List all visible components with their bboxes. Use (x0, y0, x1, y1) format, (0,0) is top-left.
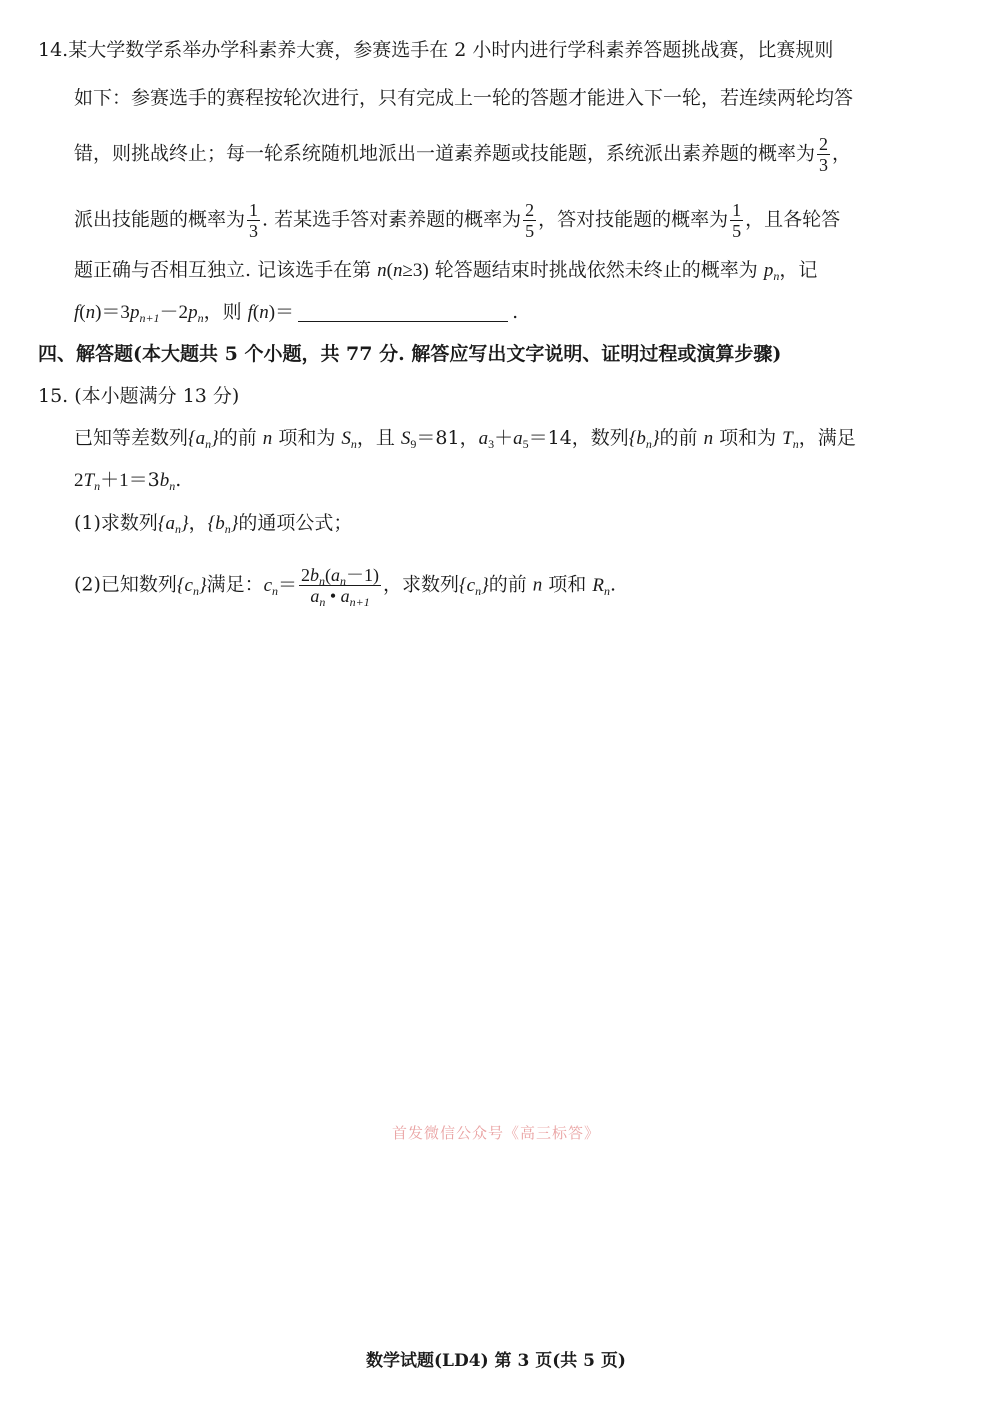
answer-blank[interactable] (298, 301, 508, 322)
q14-line-2 (74, 84, 853, 112)
q14-text-1: 某大学数学系举办学科素养大赛，参赛选手在 2 小时内进行学科素养答题挑战赛，比赛规则 (68, 39, 834, 61)
math-f-definition: $f(n)=3p_{n+1}-2p_n$ (74, 302, 204, 325)
page-footer: 数学试题(LD4) 第 3 页(共 5 页) (366, 1351, 626, 1371)
q15-stem-line-2: $2T_n+1=3b_n$. (74, 469, 182, 493)
watermark: 首发微信公众号《高三标答》 (391, 1124, 600, 1142)
fraction-two-thirds: $\frac{2}{3}$ (819, 134, 829, 175)
q14-line-5: 题正确与否相互独立. 记该选手在第 n(n≥3) 轮答题结束时挑战依然未终止的概率为 $p_n$，记 (74, 259, 818, 283)
q15-header: 15. (本小题满分 13 分) (38, 385, 240, 407)
math-p-n: $p_n$ (763, 260, 780, 283)
q14-number: 14. (38, 39, 69, 61)
q15-part-2: (2)已知数列$\{c_n\}$满足：$c_n=$ $\frac{2b_n(a_n-1)}{a_n • a_{n+1}}$ ，求数列$\{c_n\}$的前 n 项和 $R_n$. (74, 565, 616, 609)
q15-part-1: (1)求数列$\{a_n\}$，$\{b_n\}$的通项公式； (74, 512, 353, 536)
q15-stem-line-1: 已知等差数列$\{a_n\}$的前 n 项和为 $S_n$，且 $S_9=81$，$a_3+a_5=14$，数列$\{b_n\}$的前 n 项和为 $T_n$，满足 (74, 427, 856, 451)
q14-line-1 (38, 36, 833, 64)
section-heading: 四、解答题(本大题共 5 个小题，共 77 分. 解答应写出文字说明、证明过程或演算步骤) (38, 343, 782, 365)
fraction-c-n: $\frac{2b_n(a_n-1)}{a_n • a_{n+1}}$ (301, 565, 380, 609)
q14-line-3: 错，则挑战终止；每一轮系统随机地派出一道素养题或技能题，系统派出素养题的概率为 $\frac{2}{3}$ ， (74, 134, 852, 175)
q14-line-4: 派出技能题的概率为 $\frac{1}{3}$ . 若某选手答对素养题的概率为 $\frac{2}{5}$ ，答对技能题的概率为 $\frac{1}{5}$ ，且各轮答 (74, 200, 841, 241)
fraction-two-fifths: $\frac{2}{5}$ (525, 200, 535, 241)
q14-text-2: 如下：参赛选手的赛程按轮次进行，只有完成上一轮的答题才能进入下一轮，若连续两轮均答 (74, 87, 854, 109)
q14-text-3: 错，则挑战终止；每一轮系统随机地派出一道素养题或技能题，系统派出素养题的概率为 (74, 142, 816, 165)
math-f-n: f(n) (247, 302, 276, 323)
fraction-one-third: $\frac{1}{3}$ (249, 200, 259, 241)
fraction-one-fifth: $\frac{1}{5}$ (732, 200, 742, 241)
math-n-condition: n(n≥3) (377, 260, 429, 281)
q14-line-6: $f(n)=3p_{n+1}-2p_n$，则 f(n)＝ . (74, 301, 519, 325)
